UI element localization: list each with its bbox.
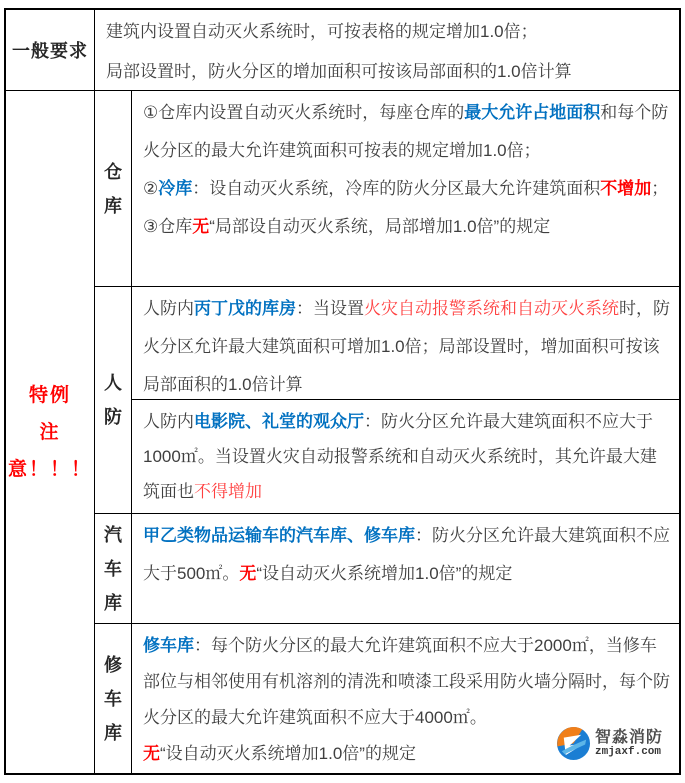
brand-logo-icon [556,726,591,761]
repair-garage-label: 修车库 [104,654,122,743]
brand-name: 智淼消防 [595,728,664,746]
special-header-line-3: 意！！！ [7,458,92,480]
civil-defense-label: 人防 [104,373,122,427]
warehouse-label: 仓库 [104,161,122,216]
special-header-line-1: 特例 [28,384,71,406]
brand-text [595,729,663,759]
section-civil-defense [95,287,679,514]
warehouse-content-cell: ①仓库内设置自动灭火系统时，每座仓库的最大允许占地面积和每个防火分区的最大允许建筑面积可按表的规定增加1.0倍； ②冷库：设自动灭火系统，冷库的防火分区最大允许建筑面积不增加； ③仓库无“局部设自动灭火系统，局部增加1.0倍”的规定 [143,103,669,236]
civil-defense-label-cell [95,287,132,513]
regulation-table [4,8,681,775]
general-content-cell [95,10,679,90]
general-line-1: 建筑内设置自动灭火系统时，可按表格的规定增加1.0倍； [106,22,538,41]
section-warehouse [95,91,679,287]
general-header-label: 一般要求 [12,41,88,61]
brand-domain: zmjaxf.com [595,746,662,759]
civil-defense-auditorium-cell: 人防内电影院、礼堂的观众厅：防火分区允许最大建筑面积不应大于1000㎡。当设置火灾自动报警系统和自动灭火系统时，其允许最大建筑面也不得增加 [143,412,657,501]
repair-garage-content-cell: 修车库：每个防火分区的最大允许建筑面积不应大于2000㎡，当修车部位与相邻使用有机溶剂的清洗和喷漆工段采用防火墙分隔时，每个防火分区的最大允许建筑面积不应大于4000㎡。 无“设自动灭火系统增加1.0倍”的规定 [143,636,670,763]
repair-garage-label-cell [95,624,132,773]
garage-content-cell: 甲乙类物品运输车的汽车库、修车库：防火分区允许最大建筑面积不应大于500㎡。无“设自动灭火系统增加1.0倍”的规定 [143,526,670,583]
brand-watermark [556,726,663,761]
garage-label: 汽车库 [104,524,122,613]
row-general-requirements [6,10,679,91]
special-header-line-2: 注 [39,421,61,443]
special-header-cell [6,91,95,773]
row-special-cases [6,91,679,773]
special-sections [95,91,679,773]
civil-defense-storeroom-cell: 人防内丙丁戊的库房：当设置火灾自动报警系统和自动灭火系统时，防火分区允许最大建筑面积可增加1.0倍；局部设置时，增加面积可按该局部面积的1.0倍计算 [132,287,679,400]
civil-defense-cells [132,287,679,513]
general-line-2: 局部设置时，防火分区的增加面积可按该局部面积的1.0倍计算 [106,62,572,81]
general-header-cell [6,10,95,90]
warehouse-label-cell [95,91,132,286]
garage-label-cell [95,514,132,623]
section-garage [95,514,679,624]
